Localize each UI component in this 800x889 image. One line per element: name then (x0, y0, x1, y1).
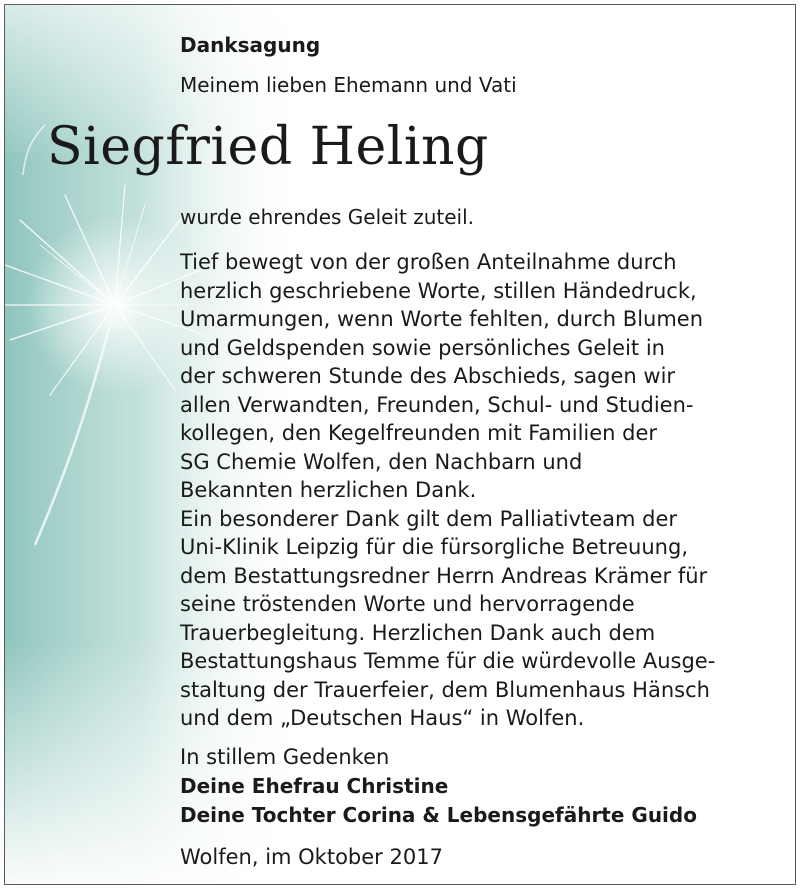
thanks-body (180, 248, 792, 733)
body-line: und Geldspenden sowie persönliches Geleit in (180, 335, 665, 360)
body-line: Uni-Klinik Leipzig für die fürsorgliche Betreuung, (180, 535, 688, 559)
body-line: und dem „Deutschen Haus“ in Wolfen. (180, 706, 585, 730)
body-line: der schweren Stunde des Abschieds, sagen wir (180, 364, 676, 388)
body-line: staltung der Trauerfeier, dem Blumenhaus Hänsch (180, 677, 710, 702)
obituary-notice (4, 4, 796, 885)
body-line: Umarmungen, wenn Worte fehlten, durch Blumen (180, 307, 704, 331)
body-line: kollegen, den Kegelfreunden mit Familien der (180, 421, 658, 445)
memory-line: In stillem Gedenken (180, 745, 390, 769)
body-line: herzlich geschriebene Worte, stillen Händedruck, (180, 278, 697, 303)
body-line: Bekannten herzlichen Dank. (180, 478, 477, 502)
signer-wife: Deine Ehefrau Christine (180, 774, 449, 798)
body-line: SG Chemie Wolfen, den Nachbarn und (180, 449, 583, 474)
body-line: Ein besonderer Dank gilt dem Palliativteam der (180, 506, 678, 531)
place-date: Wolfen, im Oktober 2017 (180, 845, 443, 869)
body-line: Bestattungshaus Temme für die würdevolle Ausge- (180, 649, 716, 673)
escort-line: wurde ehrendes Geleit zuteil. (180, 205, 474, 229)
heading-danksagung: Danksagung (180, 33, 321, 57)
dedication-line: Meinem lieben Ehemann und Vati (180, 73, 517, 97)
body-line: Trauerbegleitung. Herzlichen Dank auch dem (180, 620, 656, 645)
signer-daughter: Deine Tochter Corina & Lebensgefährte Guido (180, 803, 697, 827)
body-line: seine tröstenden Worte und hervorragende (180, 592, 635, 616)
deceased-name: Siegfried Heling (47, 117, 489, 177)
body-line: Tief bewegt von der großen Anteilnahme durch (180, 250, 677, 274)
body-line: allen Verwandten, Freunden, Schul- und Studien- (180, 392, 694, 417)
body-line: dem Bestattungsredner Herrn Andreas Krämer für (180, 563, 708, 588)
